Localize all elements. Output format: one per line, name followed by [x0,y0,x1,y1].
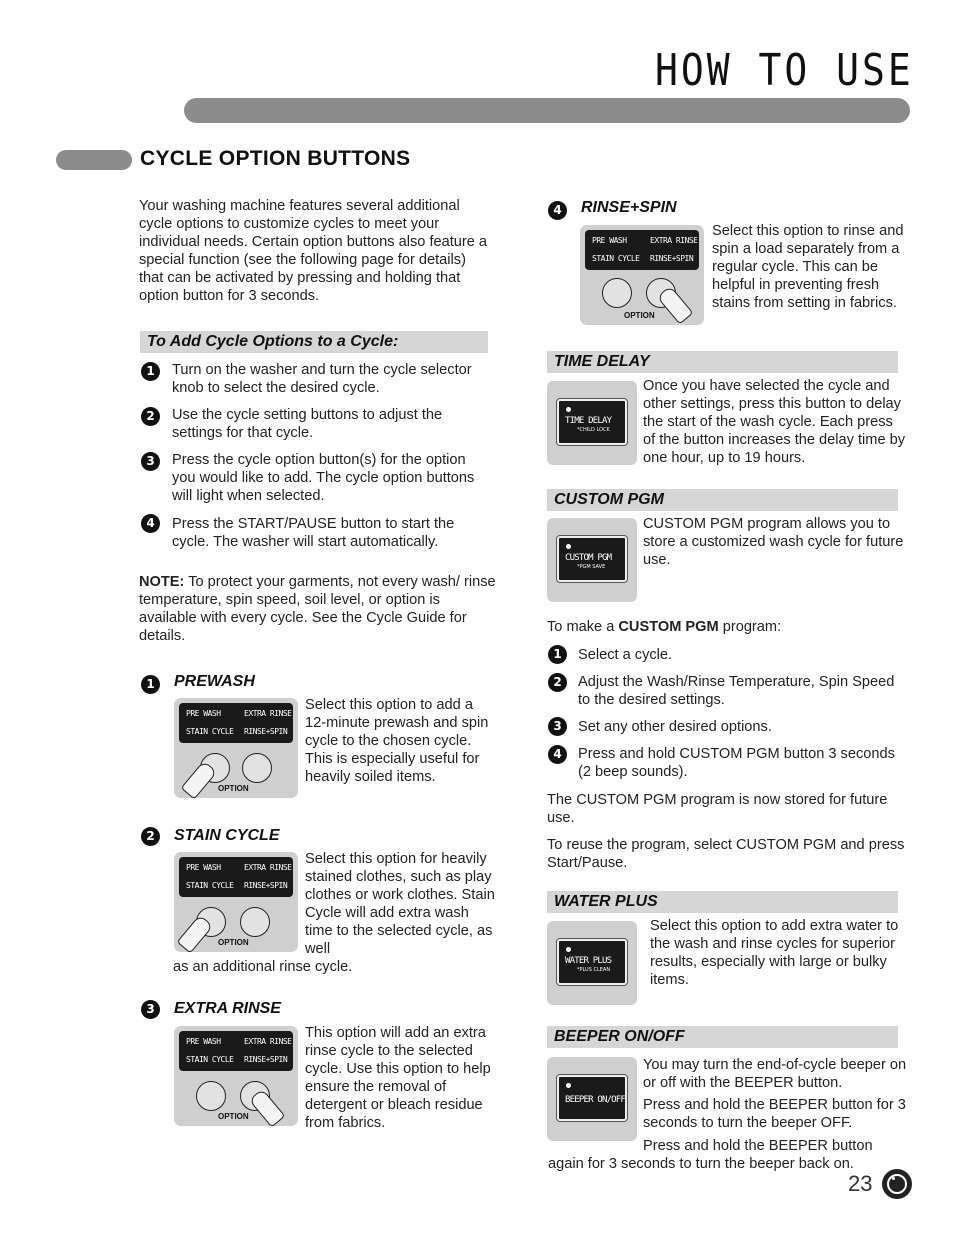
prewash-panel-image: PRE WASH EXTRA RINSE STAIN CYCLE RINSE+SPIN OPTION [174,698,298,798]
page-header-title: HOW TO USE [655,44,914,96]
option-number-4: 4 [548,201,567,220]
pgm-step-2: Adjust the Wash/Rinse Temperature, Spin Speed to the desired settings. [578,674,895,708]
extra-rinse-title: EXTRA RINSE [174,1000,281,1017]
beeper-text-3-cont: again for 3 seconds to turn the beeper back on. [548,1156,854,1172]
pgm-step-number-2: 2 [548,673,567,692]
step-number-1: 1 [141,362,160,381]
custom-pgm-reuse: To reuse the program, select CUSTOM PGM and press Start/Pause. [547,837,905,871]
beeper-heading: BEEPER ON/OFF [547,1026,898,1048]
stain-cycle-description: Select this option for heavily stained clothes, such as play clothes or work clothes. Stain Cycle will add extra wash time to the selected cycle, as well [305,851,495,957]
stain-cycle-panel-image: PRE WASH EXTRA RINSE STAIN CYCLE RINSE+SPIN OPTION [174,852,298,952]
page-number: 23 [848,1171,873,1196]
rinse-spin-description: Select this option to rinse and spin a load separately from a regular cycle. This can be helpful in preventing fresh stains from setting in fabrics. [712,223,904,311]
option-number-1: 1 [141,675,160,694]
rinse-spin-title: RINSE+SPIN [581,199,677,216]
custom-pgm-button-image: CUSTOM PGM *PGM SAVE [547,518,637,602]
pgm-step-3: Set any other desired options. [578,719,772,735]
add-step-1: Turn on the washer and turn the cycle selector knob to select the desired cycle. [172,362,472,396]
beeper-text-1: You may turn the end-of-cycle beeper on or off with the BEEPER button. [643,1057,907,1091]
stain-cycle-title: STAIN CYCLE [174,827,280,844]
section-pill [56,150,132,170]
water-plus-heading: WATER PLUS [547,891,898,913]
step-number-2: 2 [141,407,160,426]
section-title: CYCLE OPTION BUTTONS [140,147,411,170]
step-number-3: 3 [141,452,160,471]
lg-logo-icon [882,1169,912,1199]
option-number-2: 2 [141,827,160,846]
pgm-step-number-3: 3 [548,717,567,736]
pgm-step-number-4: 4 [548,745,567,764]
custom-pgm-stored: The CUSTOM PGM program is now stored for future use. [547,792,888,826]
intro-paragraph: Your washing machine features several additional cycle options to customize cycles to meet your individual needs. Certain option buttons also feature a special function (see the following page for details) that can be activated by pressing and holding that option button for 3 seconds. [139,198,488,304]
option-number-3: 3 [141,1000,160,1019]
water-plus-description: Select this option to add extra water to the wash and rinse cycles for superior results, especially with large or bulky items. [650,918,899,988]
pgm-step-4: Press and hold CUSTOM PGM button 3 seconds (2 beep sounds). [578,746,895,780]
add-options-heading: To Add Cycle Options to a Cycle: [140,331,488,353]
water-plus-button-image: WATER PLUS *PLUS CLEAN [547,921,637,1005]
add-step-3: Press the cycle option button(s) for the option you would like to add. The cycle option buttons will light when selected. [172,452,475,504]
extra-rinse-panel-image: PRE WASH EXTRA RINSE STAIN CYCLE RINSE+SPIN OPTION [174,1026,298,1126]
time-delay-description: Once you have selected the cycle and other settings, press this button to delay the start of the wash cycle. Each press of the button increases the delay time by one hour, up to 19 hours. [643,378,906,466]
add-step-2: Use the cycle setting buttons to adjust the settings for that cycle. [172,407,443,441]
prewash-description: Select this option to add a 12-minute prewash and spin cycle to the chosen cycle. This is especially useful for heavily soiled items. [305,697,489,785]
header-bar [184,98,910,123]
custom-pgm-heading: CUSTOM PGM [547,489,898,511]
pgm-step-1: Select a cycle. [578,647,673,663]
step-number-4: 4 [141,514,160,533]
pgm-step-number-1: 1 [548,645,567,664]
custom-pgm-make-line: To make a CUSTOM PGM program: [547,619,782,635]
extra-rinse-description: This option will add an extra rinse cycle to the selected cycle. Use this option to help ensure the removal of detergent or bleach residue from fabrics. [305,1025,491,1131]
add-step-4: Press the START/PAUSE button to start the cycle. The washer will start automatically. [172,516,455,550]
time-delay-heading: TIME DELAY [547,351,898,373]
stain-cycle-description-cont: as an additional rinse cycle. [173,959,353,975]
time-delay-button-image: TIME DELAY *CHILD LOCK [547,381,637,465]
beeper-text-2: Press and hold the BEEPER button for 3 seconds to turn the beeper OFF. [643,1097,906,1131]
beeper-text-3: Press and hold the BEEPER button [643,1138,873,1154]
note-paragraph: NOTE: To protect your garments, not every wash/ rinse temperature, spin speed, soil level, or option is available with every cycle. See the Cycle Guide for details. [139,574,496,644]
rinse-spin-panel-image: PRE WASH EXTRA RINSE STAIN CYCLE RINSE+SPIN OPTION [580,225,704,325]
custom-pgm-description: CUSTOM PGM program allows you to store a customized wash cycle for future use. [643,516,904,568]
prewash-title: PREWASH [174,673,255,690]
beeper-button-image: BEEPER ON/OFF [547,1057,637,1141]
